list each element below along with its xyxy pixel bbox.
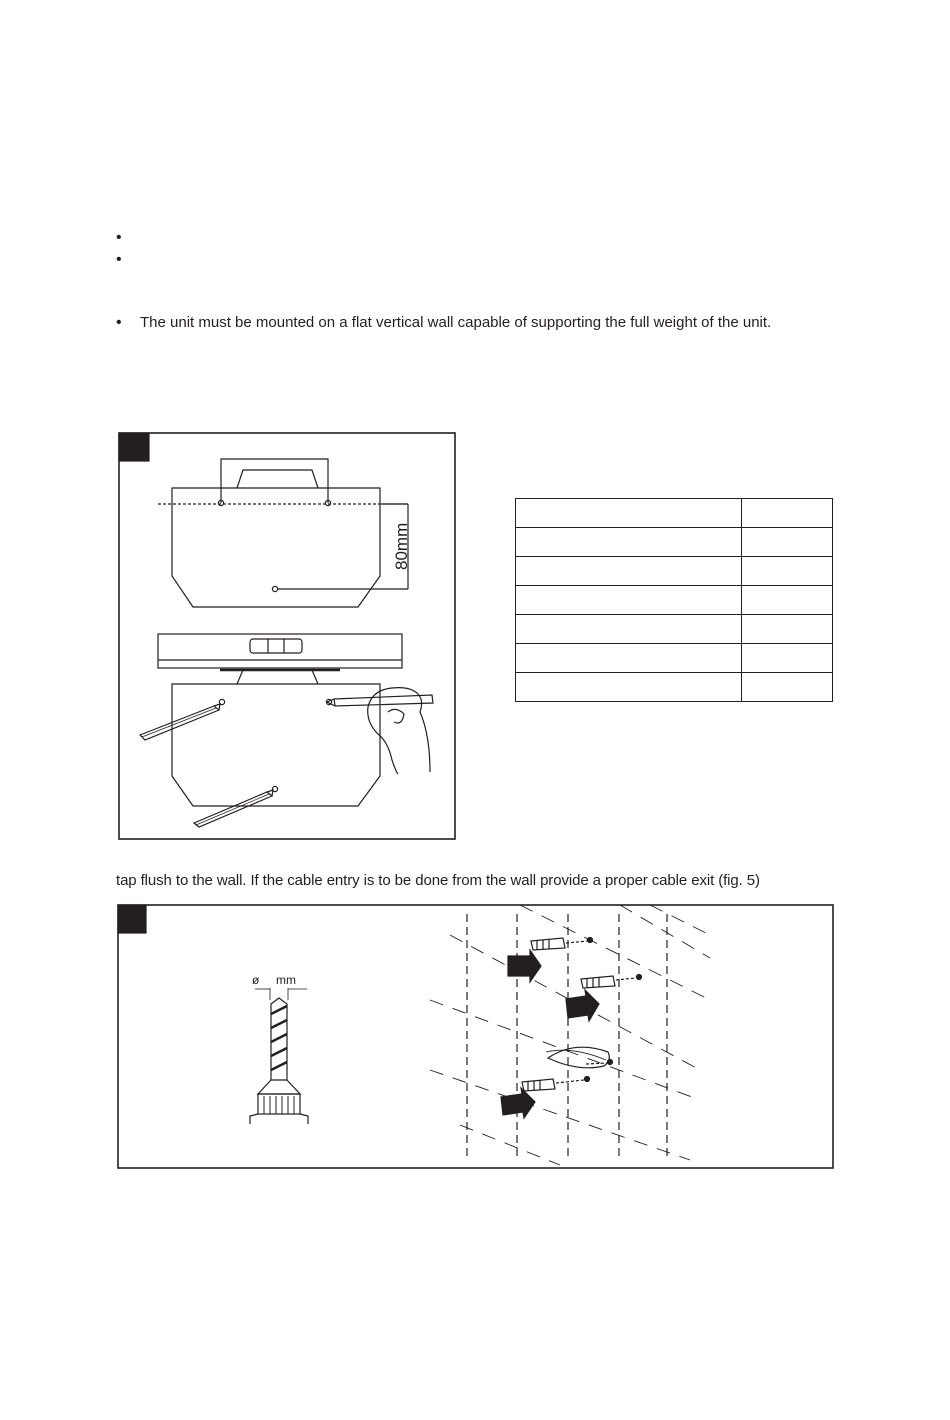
spec-table <box>515 498 833 702</box>
table-cell-label <box>516 615 742 644</box>
mount-hole-bottom <box>272 586 277 591</box>
instruction-paragraph: tap flush to the wall. If the cable entry is to be done from the wall provide a proper cable exit (fig. 5) <box>116 872 760 889</box>
figure-5-number-box <box>118 905 146 933</box>
table-row <box>516 499 833 528</box>
table-row <box>516 673 833 702</box>
figure-4-frame <box>119 433 455 839</box>
table-cell-value <box>742 644 833 673</box>
drill-bit-icon <box>250 988 308 1124</box>
table-cell-label <box>516 557 742 586</box>
diameter-symbol: ø <box>252 973 260 987</box>
bracket-dimension <box>221 459 328 503</box>
wall-plug-icon <box>531 938 593 951</box>
table-cell-value <box>742 499 833 528</box>
figure-4 <box>119 433 455 839</box>
unit-outline-bottom <box>172 684 380 806</box>
table-cell-value <box>742 586 833 615</box>
arrow-icon <box>566 990 599 1021</box>
diameter-unit-label: mm <box>276 973 296 987</box>
arrow-icon <box>501 1088 535 1118</box>
table-row <box>516 644 833 673</box>
dimension-label: 80mm <box>392 522 411 570</box>
unit-handle <box>237 470 318 488</box>
wall-diagonals <box>430 905 710 1165</box>
wall-plug-icon <box>581 975 642 989</box>
cable-clip-icon <box>546 1047 613 1068</box>
table-row <box>516 586 833 615</box>
arrow-icon <box>508 950 541 982</box>
table-cell-value <box>742 615 833 644</box>
table-cell-value <box>742 673 833 702</box>
spirit-level-bubble <box>250 639 302 653</box>
wall-lines <box>467 914 667 1160</box>
pencil-left-icon <box>140 704 220 740</box>
table-cell-label <box>516 586 742 615</box>
table-row <box>516 557 833 586</box>
bullet-dot: • <box>116 229 122 246</box>
table-cell-label <box>516 499 742 528</box>
pencil-bottom-icon <box>194 790 273 827</box>
table-cell-value <box>742 557 833 586</box>
figure-4-number-box <box>119 433 149 461</box>
table-row <box>516 615 833 644</box>
bullet-text: The unit must be mounted on a flat vertical wall capable of supporting the full weight of the unit. <box>140 314 772 331</box>
hand-icon <box>368 688 430 774</box>
bullet-dot: • <box>116 314 122 331</box>
table-row <box>516 528 833 557</box>
table-cell-label <box>516 644 742 673</box>
wall-plug-icon <box>522 1077 590 1092</box>
table-cell-label <box>516 528 742 557</box>
bullet-dot: • <box>116 251 122 268</box>
table-cell-label <box>516 673 742 702</box>
unit-handle-bottom <box>237 670 318 684</box>
figure-5-frame <box>118 905 833 1168</box>
table-cell-value <box>742 528 833 557</box>
figure-5 <box>118 905 833 1168</box>
